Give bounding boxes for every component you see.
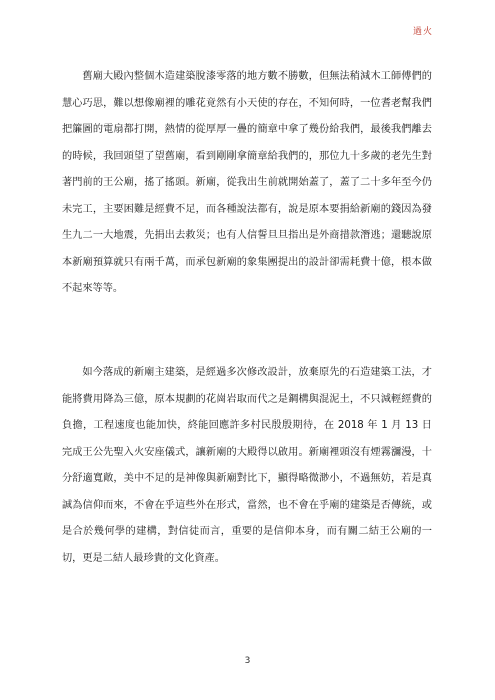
paragraph-1-container <box>62 64 432 303</box>
header-mark: 過火 <box>412 27 433 37</box>
paragraph-2: 如今落成的新廟主建築，是經過多次修改設計，放棄原先的石造建築工法，才能將費用降為三億，原本規劃的花崗岩取而代之是鋼構與混泥土，不只減輕經費的負擔，工程速度也能加快，終能回應許多村民殷殷期待，在 2018 年 1 月 13 日完成王公先聖入火安座儀式，讓新廟的大殿得以啟用。新廟裡頭沒有煙霧瀰漫，十分舒適寬敞，美中不足的是神像與新廟對比下，顯得略微渺小，不過無妨，若是真誠為信仰而來，不會在乎這些外在形式，當然，也不會在乎廟的建築是否傳統，或是合於幾何學的建構，對信徒而言，重要的是信仰本身，而有關二結王公廟的一切，更是二結人最珍貴的文化資產。 <box>62 367 432 564</box>
page-number: 3 <box>244 656 251 666</box>
paragraph-2-container <box>62 360 432 572</box>
paragraph-1: 舊廟大殿內整個木造建築脫漆零落的地方數不勝數，但無法稍減木工師傅們的慧心巧思，難以想像廟裡的雕花竟然有小天使的存在，不知何時，一位耆老幫我們把簾圖的電扇都打開，熱情的從厚厚一疊的簡章中拿了幾份給我們，最後我們離去的時候，我回頭望了望舊廟，看到剛剛拿簡章給我們的，那位九十多歲的老先生對著門前的王公廟，搖了搖頭。新廟，從我出生前就開始蓋了，蓋了二十多年至今仍未完工，主要困難是經費不足，而各種說法都有，說是原本要捐給新廟的錢因為發生九二一大地震，先捐出去救災；也有人信誓旦旦指出是外商措款潛逃；還聽說原本新廟預算就只有兩千萬，而承包新廟的象集團提出的設計卻需耗費十億，根本做不起來等等。 <box>62 71 432 294</box>
